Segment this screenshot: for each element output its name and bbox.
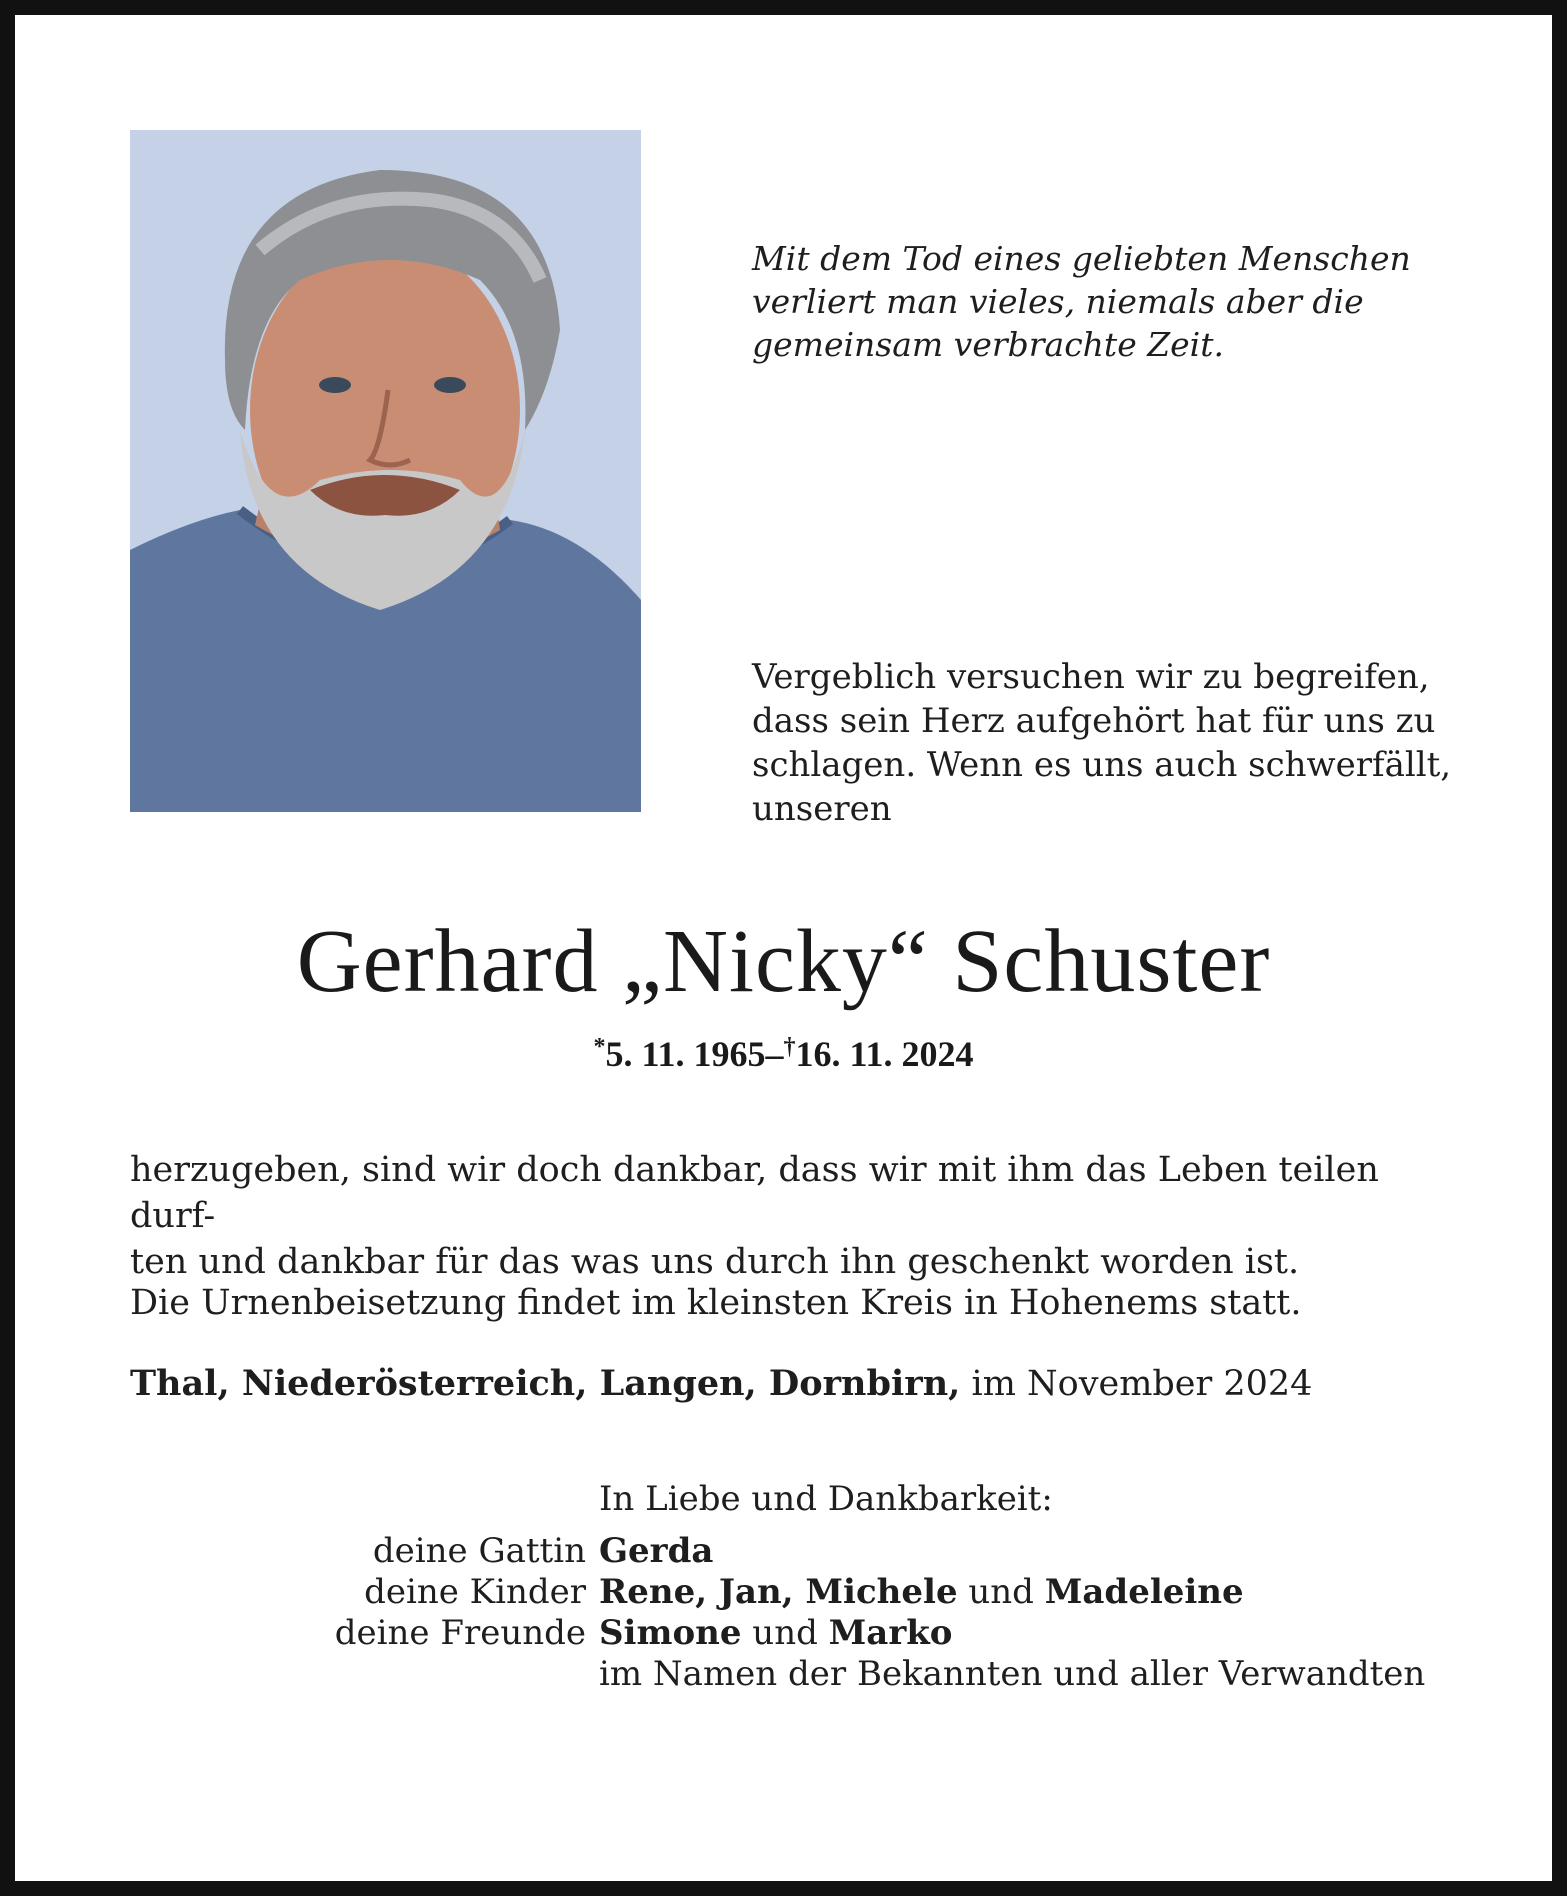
family-relation: deine Freunde	[334, 1613, 586, 1653]
family-name: Rene, Jan, Michele	[599, 1572, 958, 1612]
death-symbol: †	[783, 1034, 796, 1060]
family-relation: deine Kinder	[364, 1572, 586, 1612]
family-names	[599, 1570, 1244, 1614]
life-dates	[15, 1033, 1552, 1075]
birth-date: 5. 11. 1965	[605, 1034, 766, 1074]
family-name: Simone	[599, 1613, 742, 1653]
family-row-children	[15, 1570, 1567, 1614]
family-row-closing	[15, 1652, 1567, 1696]
place-date: im November 2024	[971, 1364, 1313, 1404]
family-closing: im Namen der Bekannten und aller Verwandten	[599, 1654, 1426, 1694]
body-paragraph: herzugeben, sind wir doch dankbar, dass wir mit ihm das Leben teilen durf- ten und dankbar für das was uns durch ihn geschenkt worden ist.	[130, 1150, 1379, 1282]
death-date: 16. 11. 2024	[795, 1034, 974, 1074]
family-joiner: und	[752, 1613, 818, 1653]
family-relation: deine Gattin	[372, 1531, 586, 1571]
intro-paragraph: Vergeblich versuchen wir zu begreifen, dass sein Herz aufgehört hat für uns zu schlagen. Wenn es uns auch schwerfällt, unseren	[752, 657, 1452, 829]
family-names	[599, 1529, 713, 1573]
memorial-quote: Mit dem Tod eines geliebten Menschen verliert man vieles, niemals aber die gemeinsam verbrachte Zeit.	[752, 239, 1411, 364]
family-row-friends	[15, 1611, 1567, 1655]
urn-notice: Die Urnenbeisetzung findet im kleinsten Kreis in Hohenems statt.	[130, 1283, 1302, 1323]
deceased-name: Gerhard „Nicky“ Schuster	[296, 912, 1271, 1011]
thanks-line: In Liebe und Dankbarkeit:	[599, 1479, 1053, 1519]
family-name: Gerda	[599, 1531, 714, 1571]
family-row-spouse	[15, 1529, 1567, 1573]
family-joiner: und	[968, 1572, 1034, 1612]
family-name: Marko	[828, 1613, 953, 1653]
family-name: Madeleine	[1044, 1572, 1244, 1612]
place-locations: Thal, Niederösterreich, Langen, Dornbirn,	[130, 1363, 961, 1404]
family-names	[599, 1611, 953, 1655]
portrait-icon	[130, 130, 641, 812]
date-separator: –	[765, 1034, 784, 1074]
place-and-date	[130, 1361, 1475, 1407]
portrait-photo	[130, 130, 641, 812]
birth-symbol: *	[593, 1034, 606, 1060]
